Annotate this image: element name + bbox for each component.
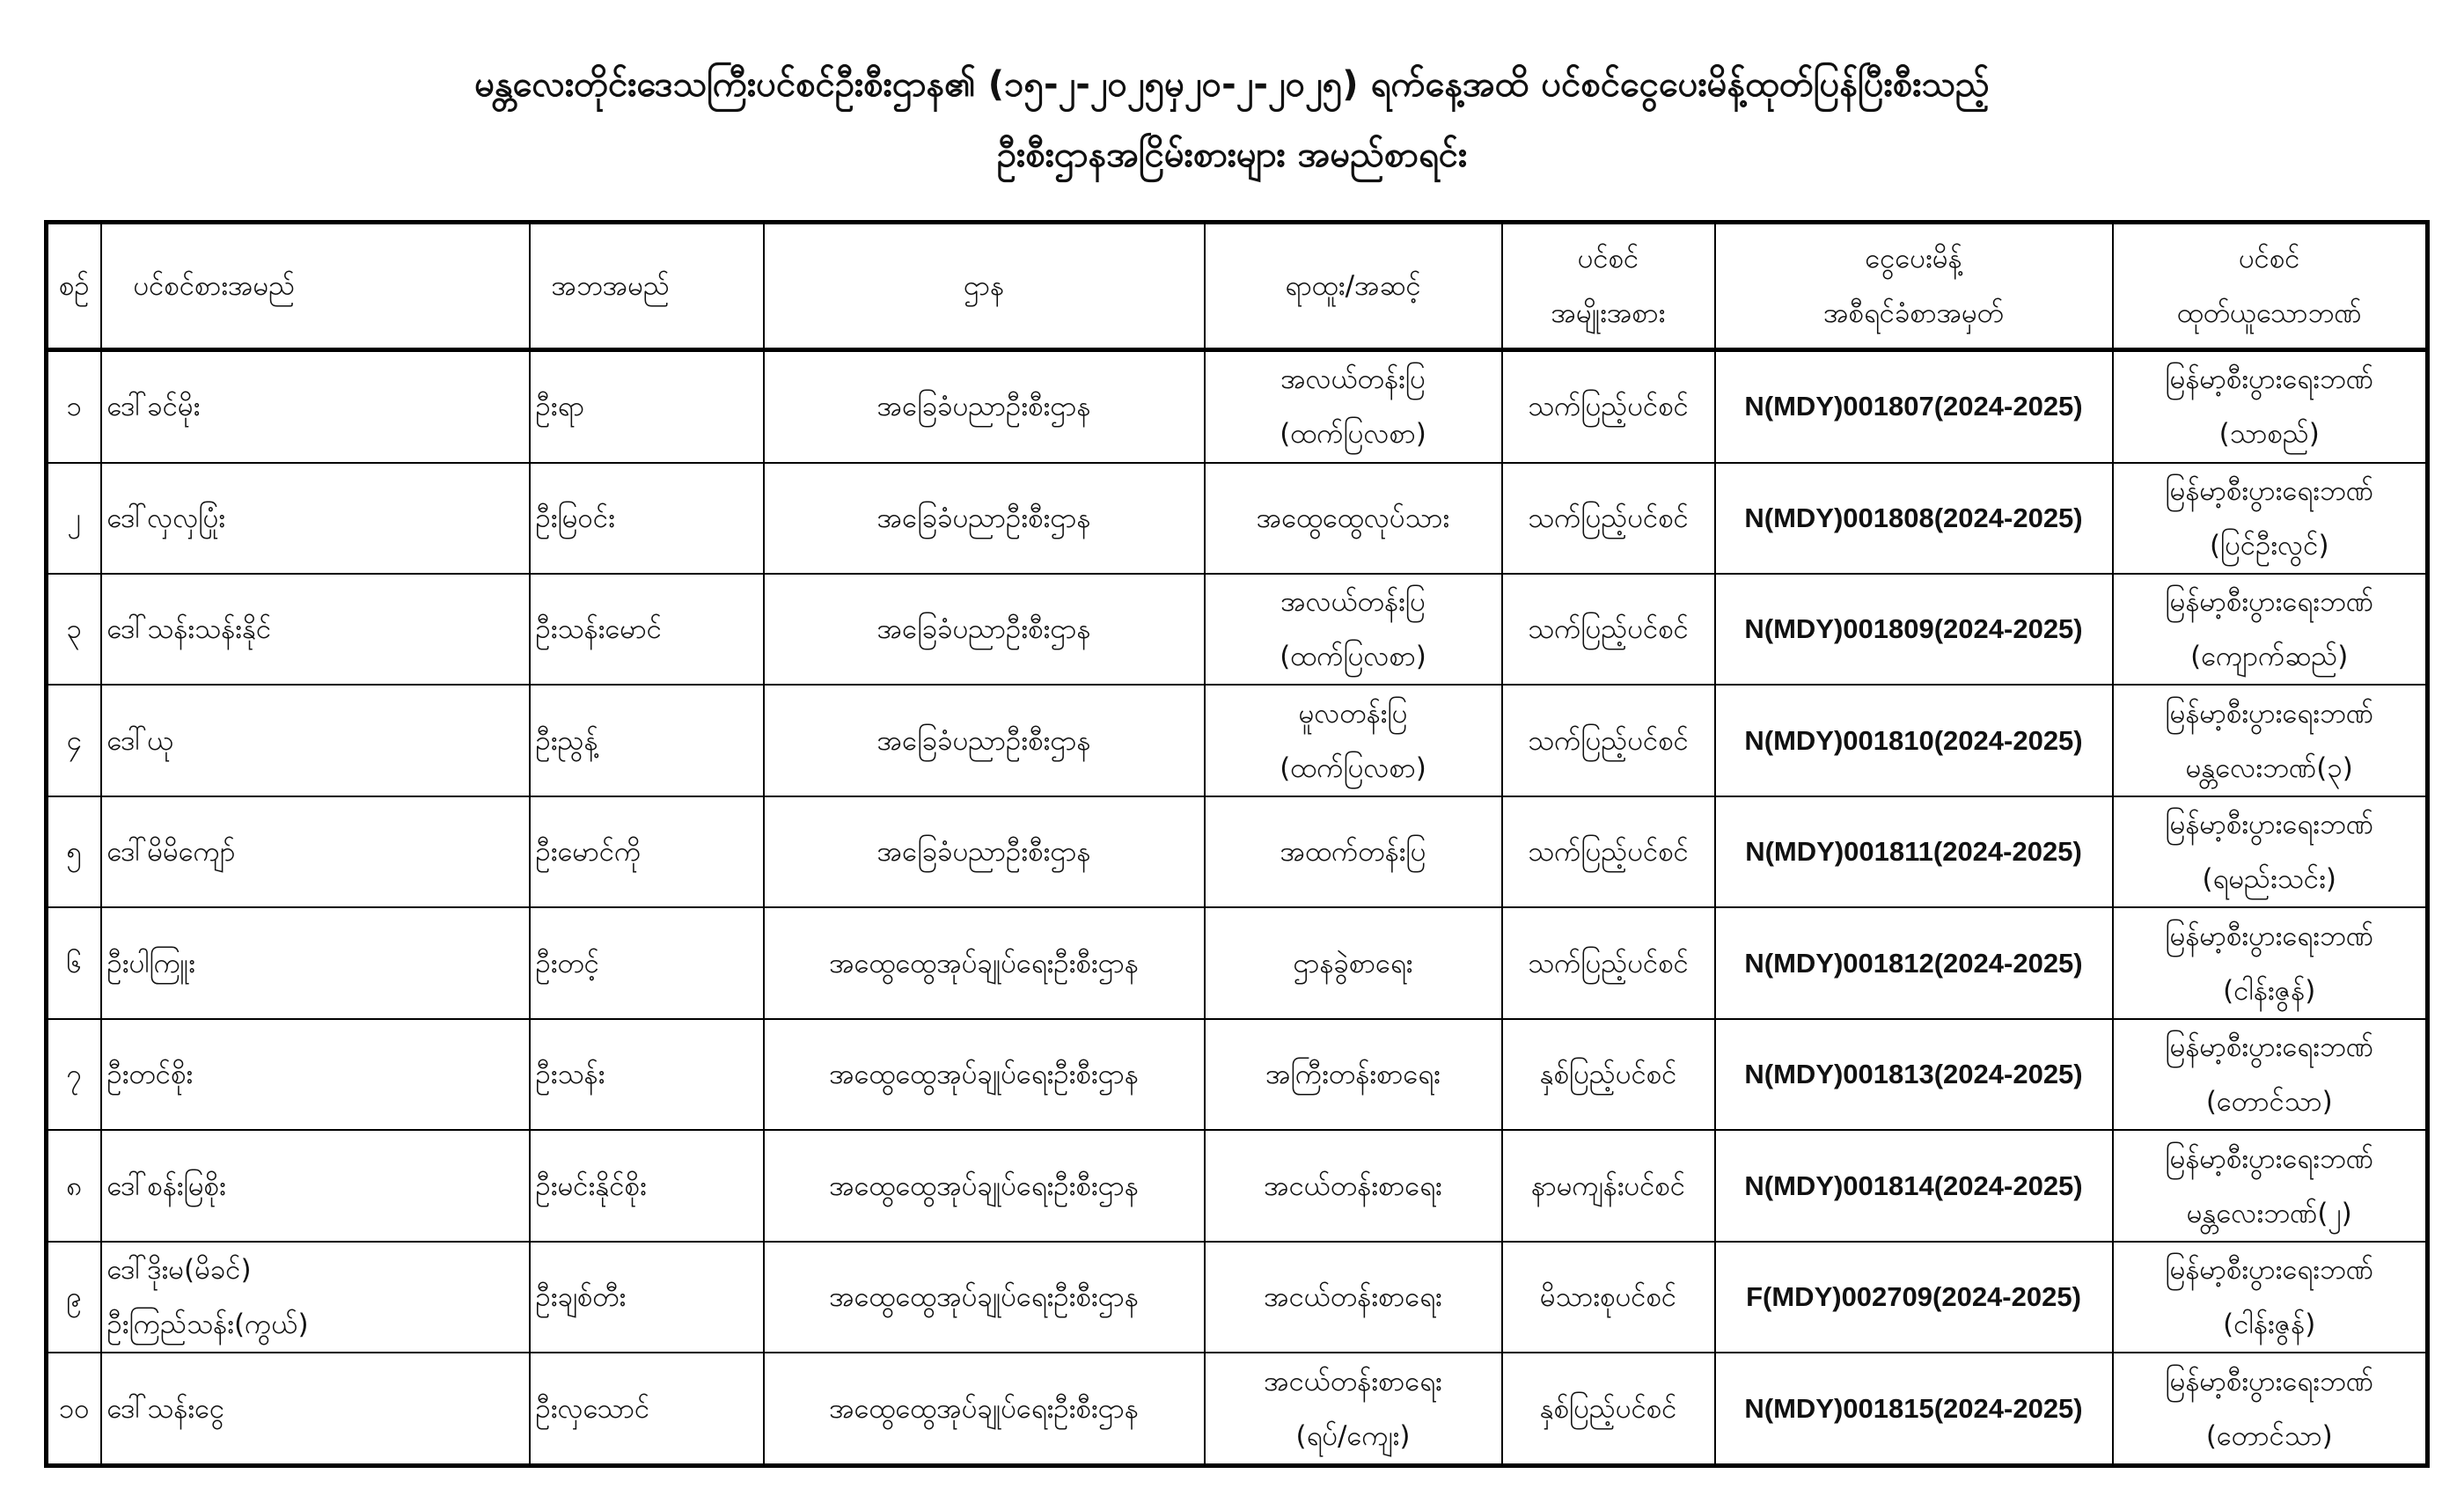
row-number: ၄ (47, 685, 101, 796)
position (1205, 350, 1502, 463)
pension-bank (2113, 1130, 2428, 1241)
payment-order-number: F(MDY)002709(2024-2025) (1715, 1242, 2113, 1353)
pension-bank-line-1: မြန်မာ့စီးပွားရေးဘဏ် (2165, 474, 2374, 507)
header-payment-order-line-2: အစီရင်ခံစာအမှတ် (1823, 297, 2004, 329)
department: အထွေထွေအုပ်ချုပ်ရေးဦးစီးဌာန (764, 907, 1205, 1018)
table-row (47, 350, 2428, 463)
position (1205, 1353, 1502, 1465)
pension-bank (2113, 796, 2428, 907)
pension-type: သက်ပြည့်ပင်စင် (1502, 574, 1715, 685)
header-pension-type-line-2: အမျိုးအစား (1551, 297, 1666, 329)
table-row (47, 796, 2428, 907)
father-name: ဦးသန်း (530, 1019, 764, 1130)
row-number: ၂ (47, 463, 101, 574)
pension-bank-line-1: မြန်မာ့စီးပွားရေးဘဏ် (2165, 1142, 2374, 1175)
payment-order-number: N(MDY)001814(2024-2025) (1715, 1130, 2113, 1241)
table-row (47, 1353, 2428, 1465)
department: အခြေခံပညာဦးစီးဌာန (764, 574, 1205, 685)
table-row (47, 1130, 2428, 1241)
pension-bank-line-2: မန္တလေးဘဏ်(၂) (2186, 1197, 2352, 1229)
row-number: ၉ (47, 1242, 101, 1353)
header-payment-order-line-1: ငွေပေးမိန့် (1865, 243, 1962, 275)
header-father-name: အဘအမည် (530, 223, 764, 350)
pension-bank-line-1: မြန်မာ့စီးပွားရေးဘဏ် (2165, 809, 2374, 841)
position-line-1: အလယ်တန်းပြ (1280, 586, 1426, 619)
pension-bank-line-2: (ငါန်းဇွန်) (2223, 974, 2316, 1007)
row-number: ၁၀ (47, 1353, 101, 1465)
pensioner-name (101, 1242, 530, 1353)
pensioner-name: ဦးပါကြူး (101, 907, 530, 1018)
payment-order-number: N(MDY)001807(2024-2025) (1715, 350, 2113, 463)
pension-bank-line-2: (ရမည်းသင်း) (2202, 863, 2337, 896)
document-title-line-2: ဦးစီးဌာနအငြိမ်းစားများ အမည်စာရင်း (996, 135, 1468, 175)
header-position: ရာထူး/အဆင့် (1205, 223, 1502, 350)
department: အခြေခံပညာဦးစီးဌာန (764, 685, 1205, 796)
father-name: ဦးလှသောင် (530, 1353, 764, 1465)
position: အထွေထွေလုပ်သား (1205, 463, 1502, 574)
pension-bank (2113, 574, 2428, 685)
table-row (47, 907, 2428, 1018)
pension-type: နှစ်ပြည့်ပင်စင် (1502, 1353, 1715, 1465)
position (1205, 574, 1502, 685)
father-name: ဦးရာ (530, 350, 764, 463)
pension-bank (2113, 1353, 2428, 1465)
position-line-2: (ထက်ပြလစာ) (1280, 418, 1426, 451)
header-pension-bank (2113, 223, 2428, 350)
pension-type: သက်ပြည့်ပင်စင် (1502, 685, 1715, 796)
pensioner-name: ဒေါ်ယု (101, 685, 530, 796)
header-pension-type-line-1: ပင်စင် (1577, 243, 1639, 275)
father-name: ဦးတင့် (530, 907, 764, 1018)
position: အငယ်တန်းစာရေး (1205, 1242, 1502, 1353)
pension-bank-line-2: (ပြင်ဦးလွင်) (2209, 529, 2329, 561)
father-name: ဦးမြဝင်း (530, 463, 764, 574)
pensioner-name: ဒေါ်သန်းငွေ (101, 1353, 530, 1465)
department: အထွေထွေအုပ်ချုပ်ရေးဦးစီးဌာန (764, 1242, 1205, 1353)
pension-type: နှစ်ပြည့်ပင်စင် (1502, 1019, 1715, 1130)
table-row (47, 463, 2428, 574)
department: အထွေထွေအုပ်ချုပ်ရေးဦးစီးဌာန (764, 1130, 1205, 1241)
header-pension-type (1502, 223, 1715, 350)
payment-order-number: N(MDY)001812(2024-2025) (1715, 907, 2113, 1018)
department: အထွေထွေအုပ်ချုပ်ရေးဦးစီးဌာန (764, 1353, 1205, 1465)
pension-bank (2113, 463, 2428, 574)
pensioner-name: ဒေါ်ခင်မိုး (101, 350, 530, 463)
position: ဌာနခွဲစာရေး (1205, 907, 1502, 1018)
pension-bank (2113, 1019, 2428, 1130)
pensioner-name-line-2: ဦးကြည်သန်း(ကွယ်) (106, 1309, 309, 1341)
payment-order-number: N(MDY)001810(2024-2025) (1715, 685, 2113, 796)
pensioner-name: ဒေါ်လှလှပြုံး (101, 463, 530, 574)
father-name: ဦးမောင်ကို (530, 796, 764, 907)
table-header (47, 223, 2428, 350)
header-pensioner-name: ပင်စင်စားအမည် (101, 223, 530, 350)
row-number: ၃ (47, 574, 101, 685)
pension-table (44, 220, 2430, 1468)
payment-order-number: N(MDY)001811(2024-2025) (1715, 796, 2113, 907)
position-line-2: (ရပ်/ကျေး) (1295, 1419, 1411, 1452)
pension-bank-line-1: မြန်မာ့စီးပွားရေးဘဏ် (2165, 697, 2374, 730)
payment-order-number: N(MDY)001815(2024-2025) (1715, 1353, 2113, 1465)
row-number: ၈ (47, 1130, 101, 1241)
pension-bank-line-1: မြန်မာ့စီးပွားရေးဘဏ် (2165, 363, 2374, 396)
position-line-1: အလယ်တန်းပြ (1280, 363, 1426, 396)
position: အထက်တန်းပြ (1205, 796, 1502, 907)
position (1205, 685, 1502, 796)
document-title-line-1: မန္တလေးတိုင်းဒေသကြီးပင်စင်ဦးစီးဌာန၏ (၁၅-၂-၂၀၂၅မှ၂၀-၂-၂၀၂၅) ရက်နေ့အထိ ပင်စင်ငွေပေးမိန့်ထုတ်ပြန်ပြီးစီးသည့် (474, 64, 1990, 105)
table-row (47, 685, 2428, 796)
position-line-1: မူလတန်းပြ (1298, 697, 1408, 730)
pension-bank-line-1: မြန်မာ့စီးပွားရေးဘဏ် (2165, 1365, 2374, 1397)
father-name: ဦးမင်းနိုင်စိုး (530, 1130, 764, 1241)
pension-bank-line-2: (တောင်သာ) (2205, 1419, 2333, 1452)
row-number: ၅ (47, 796, 101, 907)
position-line-2: (ထက်ပြလစာ) (1280, 641, 1426, 673)
department: အခြေခံပညာဦးစီးဌာန (764, 796, 1205, 907)
father-name: ဦးသန်းမောင် (530, 574, 764, 685)
father-name: ဦးချစ်တီး (530, 1242, 764, 1353)
table-row (47, 1242, 2428, 1353)
header-department: ဌာန (764, 223, 1205, 350)
department: အထွေထွေအုပ်ချုပ်ရေးဦးစီးဌာန (764, 1019, 1205, 1130)
pension-type: သက်ပြည့်ပင်စင် (1502, 796, 1715, 907)
table-row (47, 1019, 2428, 1130)
pensioner-name: ဒေါ်စန်းမြစိုး (101, 1130, 530, 1241)
header-row (47, 223, 2428, 350)
position: အကြီးတန်းစာရေး (1205, 1019, 1502, 1130)
department: အခြေခံပညာဦးစီးဌာန (764, 463, 1205, 574)
pensioner-name: ဒေါ်သန်းသန်းနိုင် (101, 574, 530, 685)
pension-bank-line-2: (ကျောက်ဆည်) (2190, 641, 2349, 673)
payment-order-number: N(MDY)001813(2024-2025) (1715, 1019, 2113, 1130)
pensioner-name: ဒေါ်မိမိကျော် (101, 796, 530, 907)
pension-bank-line-2: (ငါန်းဇွန်) (2223, 1309, 2316, 1341)
pensioner-name-line-1: ဒေါ်ဒိုးမ(မိခင်) (106, 1254, 252, 1287)
header-pension-bank-line-1: ပင်စင် (2238, 243, 2300, 275)
position-line-2: (ထက်ပြလစာ) (1280, 752, 1426, 784)
pension-type: နာမကျန်းပင်စင် (1502, 1130, 1715, 1241)
pension-bank-line-2: မန္တလေးဘဏ်(၃) (2185, 752, 2353, 784)
pension-type: မိသားစုပင်စင် (1502, 1242, 1715, 1353)
pension-bank (2113, 350, 2428, 463)
pension-bank-line-1: မြန်မာ့စီးပွားရေးဘဏ် (2165, 1031, 2374, 1064)
pension-bank-line-1: မြန်မာ့စီးပွားရေးဘဏ် (2165, 1254, 2374, 1287)
table-body (47, 350, 2428, 1466)
pension-type: သက်ပြည့်ပင်စင် (1502, 350, 1715, 463)
department: အခြေခံပညာဦးစီးဌာန (764, 350, 1205, 463)
pension-bank-line-2: (တောင်သာ) (2205, 1086, 2333, 1118)
position: အငယ်တန်းစာရေး (1205, 1130, 1502, 1241)
pension-bank-line-2: (သာစည်) (2218, 418, 2320, 451)
payment-order-number: N(MDY)001809(2024-2025) (1715, 574, 2113, 685)
pension-bank (2113, 907, 2428, 1018)
payment-order-number: N(MDY)001808(2024-2025) (1715, 463, 2113, 574)
header-payment-order-number (1715, 223, 2113, 350)
pension-type: သက်ပြည့်ပင်စင် (1502, 463, 1715, 574)
pension-bank-line-1: မြန်မာ့စီးပွားရေးဘဏ် (2165, 920, 2374, 952)
table-row (47, 574, 2428, 685)
header-no: စဉ် (47, 223, 101, 350)
pension-bank-line-1: မြန်မာ့စီးပွားရေးဘဏ် (2165, 586, 2374, 619)
pensioner-name: ဦးတင်စိုး (101, 1019, 530, 1130)
position-line-1: အငယ်တန်းစာရေး (1264, 1365, 1442, 1397)
row-number: ၇ (47, 1019, 101, 1130)
header-pension-bank-line-2: ထုတ်ယူသောဘဏ် (2176, 297, 2362, 329)
row-number: ၁ (47, 350, 101, 463)
row-number: ၆ (47, 907, 101, 1018)
pension-bank (2113, 1242, 2428, 1353)
pension-type: သက်ပြည့်ပင်စင် (1502, 907, 1715, 1018)
father-name: ဦးညွန့် (530, 685, 764, 796)
pension-bank (2113, 685, 2428, 796)
